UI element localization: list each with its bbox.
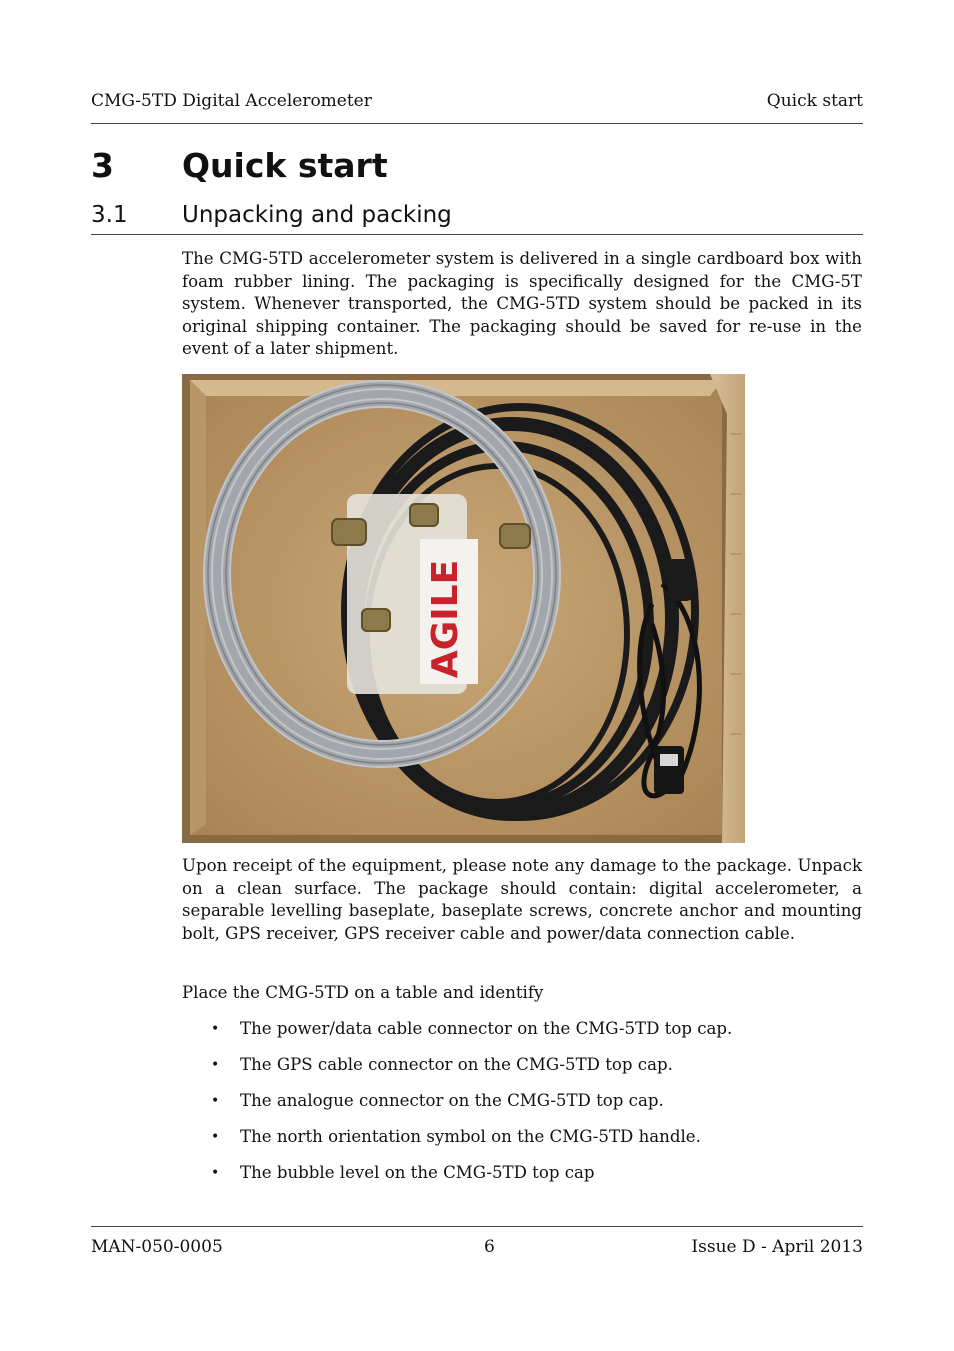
header-chapter-title: Quick start <box>766 91 863 111</box>
bullet-icon: • <box>211 1093 220 1109</box>
list-item <box>182 1016 862 1052</box>
subsection-number: 3.1 <box>91 202 128 228</box>
list-item-text: The north orientation symbol on the CMG-5TD handle. <box>240 1127 701 1146</box>
list-item <box>182 1088 862 1124</box>
fragile-label-text: AGILE <box>425 559 466 679</box>
receipt-paragraph: Upon receipt of the equipment, please note any damage to the package. Unpack on a clean surface. The package should contain: digital accelerometer, a separable levelling baseplate, baseplate screws, concrete anchor and mounting bolt, GPS receiver, GPS receiver cable and power/data connection cable. <box>182 856 862 943</box>
list-item-text: The analogue connector on the CMG-5TD top cap. <box>240 1091 664 1110</box>
list-item <box>182 1052 862 1088</box>
subsection-heading <box>91 199 863 235</box>
footer-document-number: MAN-050-0005 <box>91 1237 223 1257</box>
identify-paragraph: Place the CMG-5TD on a table and identify <box>182 983 544 1002</box>
header-document-title: CMG-5TD Digital Accelerometer <box>91 91 372 111</box>
packaging-photo <box>182 374 745 843</box>
bullet-icon: • <box>211 1021 220 1037</box>
footer-issue-date: Issue D - April 2013 <box>691 1237 863 1257</box>
list-item-text: The GPS cable connector on the CMG-5TD top cap. <box>240 1055 673 1074</box>
list-item <box>182 1160 862 1196</box>
list-item <box>182 1124 862 1160</box>
section-title: Quick start <box>182 146 388 185</box>
bullet-icon: • <box>211 1057 220 1073</box>
footer-page-number: 6 <box>484 1237 495 1257</box>
intro-paragraph: The CMG-5TD accelerometer system is delivered in a single cardboard box with foam rubber lining. The packaging is specifically designed for the CMG-5T system. Whenever transported, the CMG-5TD system should be packed in its original shipping container. The packaging should be saved for re-use in the event of a later shipment. <box>182 249 862 358</box>
bullet-icon: • <box>211 1165 220 1181</box>
identify-list <box>182 1016 862 1196</box>
bullet-icon: • <box>211 1129 220 1145</box>
subsection-title: Unpacking and packing <box>182 202 452 228</box>
list-item-text: The power/data cable connector on the CMG-5TD top cap. <box>240 1019 733 1038</box>
page-footer <box>91 1226 863 1267</box>
section-number: 3 <box>91 146 114 185</box>
list-item-text: The bubble level on the CMG-5TD top cap <box>240 1163 595 1182</box>
page-header <box>91 90 863 124</box>
